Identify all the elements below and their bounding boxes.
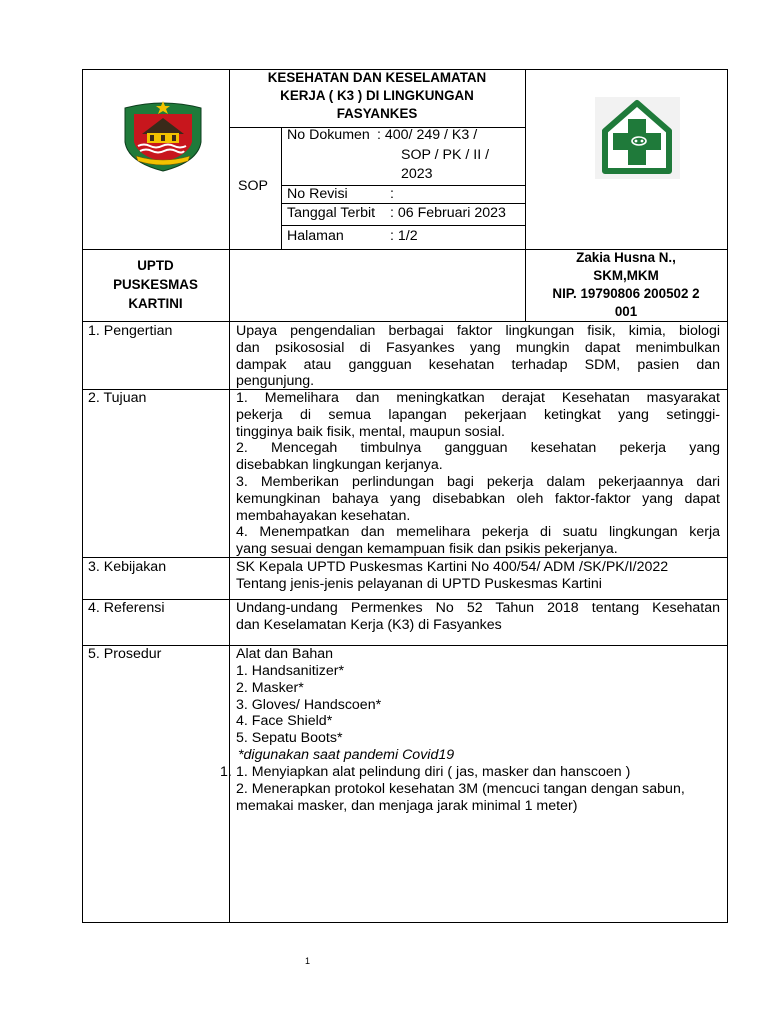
section-label-tujuan: 2. Tujuan xyxy=(88,390,147,406)
prosedur-note: *digunakan saat pandemi Covid19 xyxy=(238,747,455,763)
page-number: 1 xyxy=(305,956,311,966)
signer-line: NIP. 19790806 200502 2 xyxy=(552,286,700,301)
no-dokumen-value: : 400/ 249 / K3 / xyxy=(377,127,478,143)
org-line: PUSKESMAS xyxy=(113,277,198,292)
text-line: pekerja di semua lapangan pekerjaan ketingkat yang setinggi- xyxy=(236,406,720,423)
section-body-kebijakan xyxy=(236,559,720,593)
prosedur-step: memakai masker, dan menjaga jarak minimal 1 meter) xyxy=(236,798,578,814)
no-revisi-value: : xyxy=(390,186,394,202)
signer-block xyxy=(525,249,727,321)
prosedur-step: 1. Menyiapkan alat pelindung diri ( jas, masker dan hanscoen ) xyxy=(236,764,631,780)
text-line: dan psikososial di Fasyankes yang mungkin dapat menimbulkan xyxy=(236,339,720,356)
halaman-label: Halaman xyxy=(287,228,344,244)
prosedur-line: Alat dan Bahan xyxy=(236,646,334,662)
text-line: 2. Mencegah timbulnya gangguan kesehatan pekerja yang xyxy=(236,440,720,457)
text-line: pengunjung. xyxy=(236,373,315,390)
sop-label: SOP xyxy=(238,178,268,194)
text-line: 3. Memberikan perlindungan bagi pekerja dalam pekerjaannya dari xyxy=(236,473,720,490)
org-line: KARTINI xyxy=(128,296,183,311)
text-line: tingginya baik fisik, mental, maupun sosial. xyxy=(236,423,505,440)
halaman-value: : 1/2 xyxy=(390,228,418,244)
section-label-prosedur: 5. Prosedur xyxy=(88,646,162,662)
title-line: FASYANKES xyxy=(336,106,418,121)
no-dokumen-label: No Dokumen xyxy=(287,127,370,143)
text-line: Upaya pengendalian berbagai faktor lingkungan fisik, kimia, biologi xyxy=(236,323,720,339)
title-line: KERJA ( K3 ) DI LINGKUNGAN xyxy=(280,88,474,103)
text-line: kemungkinan bahaya yang disebabkan oleh faktor-faktor yang dapat xyxy=(236,490,720,507)
section-body-pengertian xyxy=(236,323,720,390)
no-dokumen-value: 2023 xyxy=(401,166,433,182)
section-label-kebijakan: 3. Kebijakan xyxy=(88,559,167,575)
text-line: disebabkan lingkungan kerjanya. xyxy=(236,457,443,474)
text-line: membahayakan kesehatan. xyxy=(236,507,411,524)
org-line: UPTD xyxy=(137,258,174,273)
prosedur-line: 2. Masker* xyxy=(236,680,304,696)
organization-name xyxy=(82,256,229,313)
section-label-pengertian: 1. Pengertian xyxy=(88,323,173,339)
text-line: dampak atau gangguan kesehatan terhadap SDM, pasien dan xyxy=(236,356,720,373)
signer-line: 001 xyxy=(614,304,638,319)
text-line: 1. Memelihara dan meningkatkan derajat Kesehatan masyarakat xyxy=(236,390,720,406)
text-line: Undang-undang Permenkes No 52 Tahun 2018 tentang Kesehatan xyxy=(236,600,720,616)
prosedur-line: 3. Gloves/ Handscoen* xyxy=(236,697,382,713)
text-line: 4. Menempatkan dan memelihara pekerja di suatu lingkungan kerja xyxy=(236,524,720,541)
signer-line: SKM,MKM xyxy=(593,268,659,283)
prosedur-line: 4. Face Shield* xyxy=(236,713,333,729)
tanggal-terbit-value: : 06 Februari 2023 xyxy=(390,205,506,221)
section-body-referensi xyxy=(236,600,720,634)
document-title xyxy=(229,69,525,123)
signer-line: Zakia Husna N., xyxy=(576,250,676,265)
prosedur-step: 2. Menerapkan protokol kesehatan 3M (mencuci tangan dengan sabun, xyxy=(236,781,685,797)
text-line: yang sesuai dengan kemampuan fisik dan psikis pekerjanya. xyxy=(236,541,618,558)
no-revisi-label: No Revisi xyxy=(287,186,348,202)
text-line: dan Keselamatan Kerja (K3) di Fasyankes xyxy=(236,616,502,633)
section-label-referensi: 4. Referensi xyxy=(88,600,165,616)
tanggal-terbit-label: Tanggal Terbit xyxy=(287,205,376,221)
text-line: Tentang jenis-jenis pelayanan di UPTD Puskesmas Kartini xyxy=(236,575,602,592)
title-line: KESEHATAN DAN KESELAMATAN xyxy=(267,70,487,85)
prosedur-step-prefix: 1. xyxy=(220,764,232,780)
puskesmas-logo xyxy=(595,97,680,179)
regional-emblem-logo xyxy=(122,98,204,172)
no-dokumen-value: SOP / PK / II / xyxy=(401,147,490,163)
text-line: SK Kepala UPTD Puskesmas Kartini No 400/54/ ADM /SK/PK/I/2022 xyxy=(236,559,669,575)
prosedur-line: 5. Sepatu Boots* xyxy=(236,730,343,746)
section-body-tujuan xyxy=(236,390,720,558)
prosedur-line: 1. Handsanitizer* xyxy=(236,663,345,679)
